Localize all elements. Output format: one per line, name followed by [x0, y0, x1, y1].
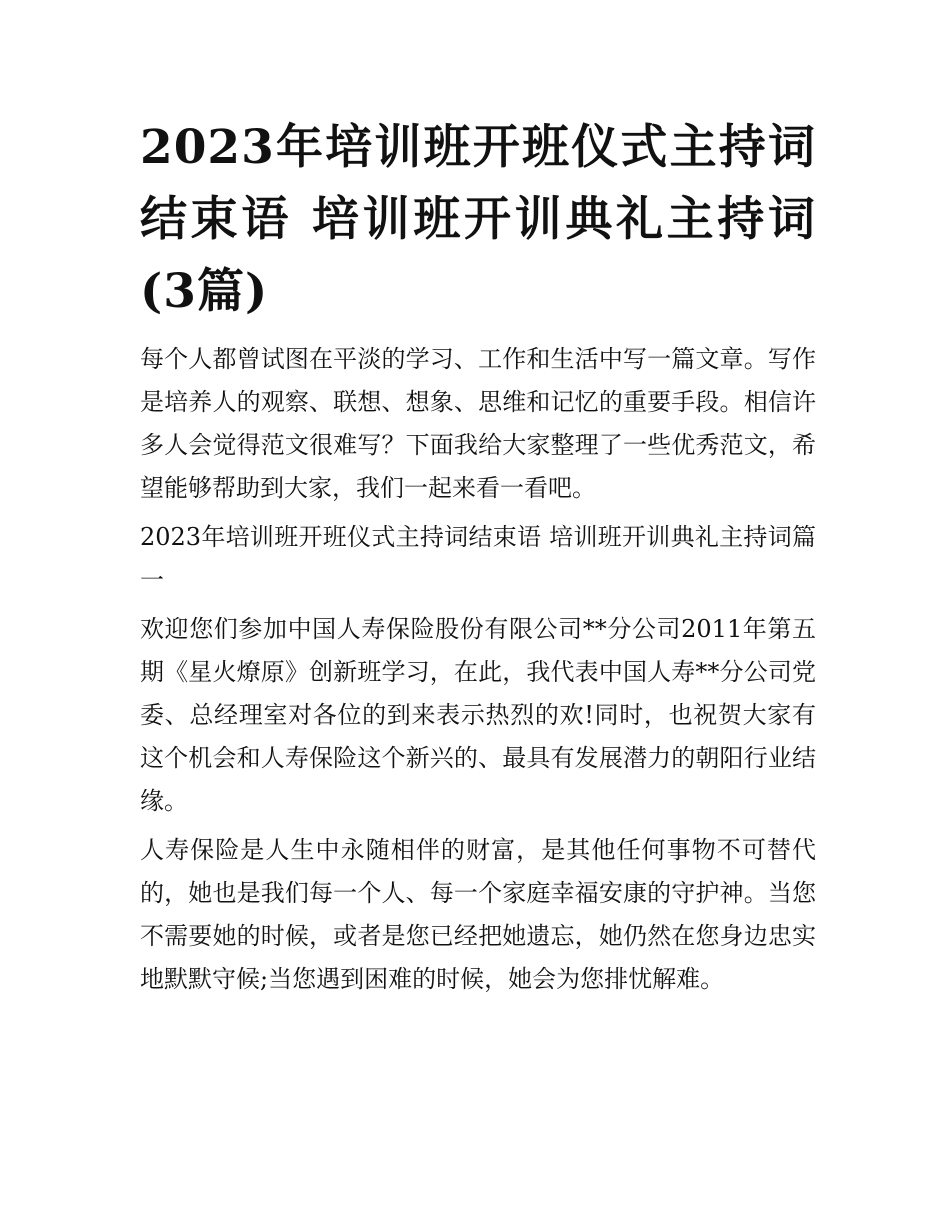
document-title: 2023年培训班开班仪式主持词结束语 培训班开训典礼主持词(3篇) [140, 120, 816, 319]
document-body [140, 112, 816, 1007]
section-heading: 2023年培训班开班仪式主持词结束语 培训班开训典礼主持词篇一 [140, 523, 816, 594]
insurance-paragraph: 人寿保险是人生中永随相伴的财富，是其他任何事物不可替代的，她也是我们每一个人、每一个家庭幸福安康的守护神。当您不需要她的时候，或者是您已经把她遗忘，她仍然在您身边忠实地默默守候;当您遇到困难的时候，她会为您排忧解难。 [140, 836, 816, 993]
welcome-paragraph: 欢迎您们参加中国人寿保险股份有限公司**分公司2011年第五期《星火燎原》创新班学习，在此，我代表中国人寿**分公司党委、总经理室对各位的到来表示热烈的欢!同时，也祝贺大家有这个机会和人寿保险这个新兴的、最具有发展潜力的朝阳行业结缘。 [140, 615, 816, 815]
intro-paragraph: 每个人都曾试图在平淡的学习、工作和生活中写一篇文章。写作是培养人的观察、联想、想象、思维和记忆的重要手段。相信许多人会觉得范文很难写？下面我给大家整理了一些优秀范文，希望能够帮助到大家，我们一起来看一看吧。 [140, 345, 816, 502]
